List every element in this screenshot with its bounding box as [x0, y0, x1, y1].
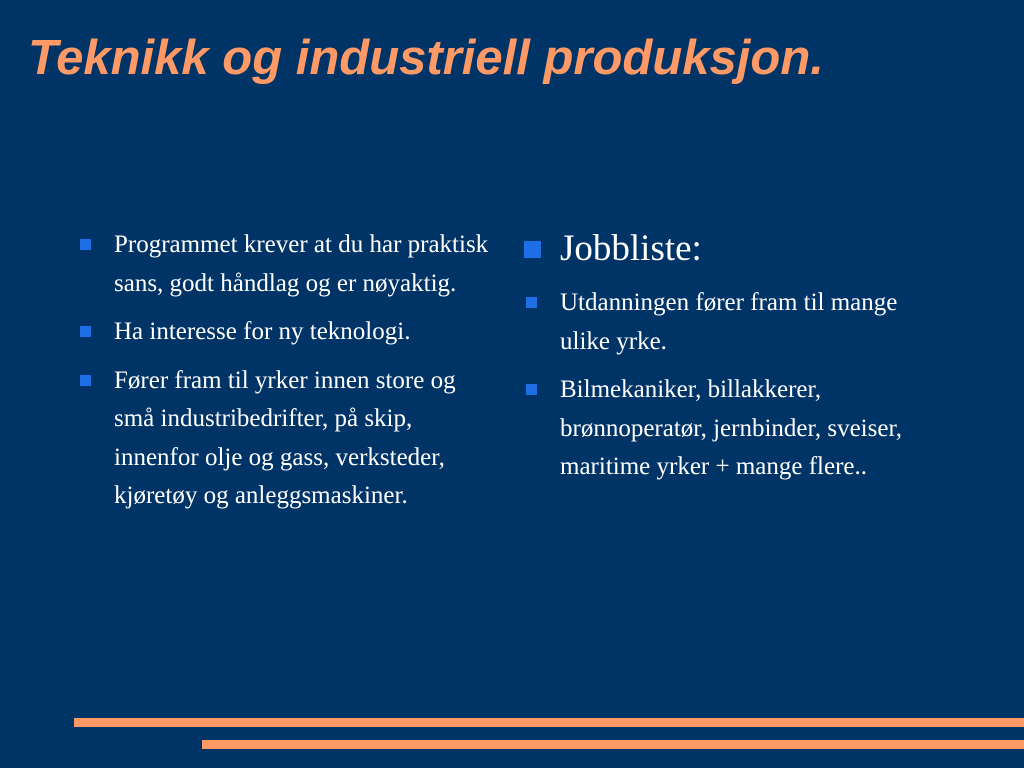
square-bullet-icon — [80, 375, 91, 386]
decorative-rule-top — [74, 718, 1024, 727]
list-item — [78, 226, 498, 303]
list-item — [524, 284, 924, 361]
list-item-text: Programmet krever at du har praktisk sans, godt håndlag og er nøyaktig. — [114, 231, 489, 297]
list-item — [78, 313, 498, 352]
slide-title: Teknikk og industriell produksjon. — [28, 31, 824, 85]
list-item-text: Fører fram til yrker innen store og små industribedrifter, på skip, innenfor olje og gass, verksteder, kjøretøy og anleggsmaskiner. — [114, 366, 456, 509]
list-heading-text: Jobbliste: — [560, 228, 702, 269]
square-bullet-icon — [526, 384, 537, 395]
list-item-text: Utdanningen fører fram til mange ulike yrke. — [560, 289, 898, 355]
right-column — [524, 226, 924, 497]
list-item-text: Ha interesse for ny teknologi. — [114, 318, 411, 345]
square-bullet-icon — [526, 297, 537, 308]
left-column — [78, 226, 498, 526]
square-bullet-icon — [524, 241, 541, 258]
square-bullet-icon — [80, 326, 91, 337]
decorative-rule-bottom — [202, 740, 1024, 749]
list-item — [78, 362, 498, 516]
list-item-text: Bilmekaniker, billakkerer, brønnoperatør, jernbinder, sveiser, maritime yrker + mange flere.. — [560, 376, 903, 480]
list-item — [524, 371, 924, 487]
square-bullet-icon — [80, 239, 91, 250]
list-heading — [524, 226, 924, 272]
